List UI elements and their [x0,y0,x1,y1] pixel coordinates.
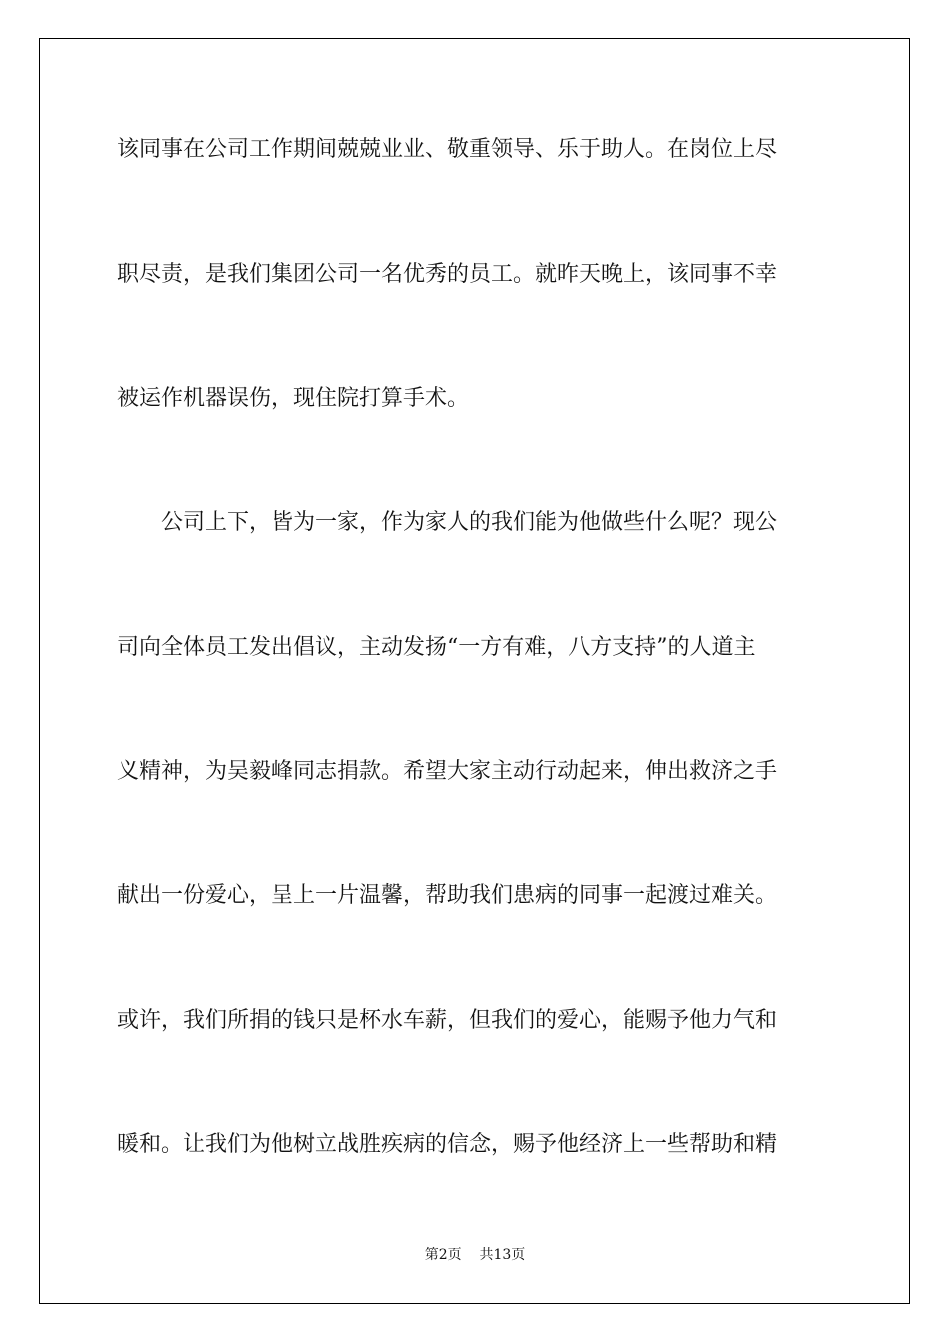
paragraph-line: 献出一份爱心，呈上一片温馨，帮助我们患病的同事一起渡过难关。 [117,883,778,908]
paragraph-line: 公司上下，皆为一家，作为家人的我们能为他做些什么呢？现公 [161,510,778,535]
paragraph-line: 司向全体员工发出倡议，主动发扬“一方有难，八方支持”的人道主 [117,635,756,660]
paragraph-line: 职尽责，是我们集团公司一名优秀的员工。就昨天晚上，该同事不幸 [117,262,778,287]
paragraph-line: 该同事在公司工作期间兢兢业业、敬重领导、乐于助人。在岗位上尽 [117,137,778,162]
paragraph-line: 或许，我们所捐的钱只是杯水车薪，但我们的爱心，能赐予他力气和 [117,1008,778,1033]
page-total: 共13页 [479,1247,526,1263]
page-number: 第2页 [424,1247,462,1263]
paragraph-line: 暖和。让我们为他树立战胜疾病的信念，赐予他经济上一些帮助和精 [117,1132,778,1157]
paragraph-line: 被运作机器误伤，现住院打算手术。 [117,386,470,411]
page-footer [0,1246,950,1264]
paragraph-line: 义精神，为吴毅峰同志捐款。希望大家主动行动起来，伸出救济之手 [117,759,778,784]
page-border [39,38,910,1304]
